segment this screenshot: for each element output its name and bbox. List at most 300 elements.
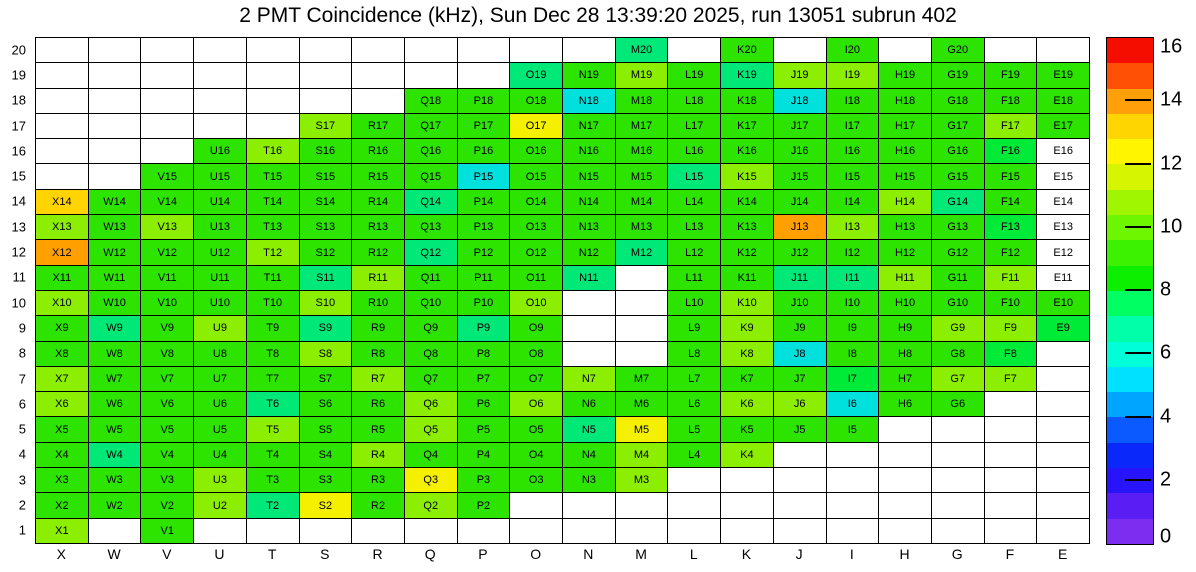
empty-cell: [616, 342, 669, 367]
cell-K13: K13: [721, 215, 774, 240]
cell-O14: O14: [510, 190, 563, 215]
cell-E9: E9: [1037, 316, 1090, 341]
cell-O12: O12: [510, 240, 563, 265]
cell-K6: K6: [721, 392, 774, 417]
cell-V8: V8: [141, 342, 194, 367]
empty-cell: [405, 519, 458, 544]
empty-cell: [510, 519, 563, 544]
colorbar-tick-labels: [1160, 35, 1196, 548]
cell-V3: V3: [141, 468, 194, 493]
cell-O10: O10: [510, 291, 563, 316]
cell-O17: O17: [510, 114, 563, 139]
colorbar-label-14: 14: [1160, 88, 1183, 111]
cell-F10: F10: [985, 291, 1038, 316]
cell-R8: R8: [352, 342, 405, 367]
cell-H8: H8: [879, 342, 932, 367]
cell-I10: I10: [827, 291, 880, 316]
cell-T2: T2: [247, 493, 300, 518]
cell-J16: J16: [774, 139, 827, 164]
cell-V2: V2: [141, 493, 194, 518]
cell-G15: G15: [932, 164, 985, 189]
col-label-N: N: [583, 546, 594, 562]
cell-E18: E18: [1037, 89, 1090, 114]
cell-F7: F7: [985, 367, 1038, 392]
empty-cell: [300, 89, 353, 114]
cell-M13: M13: [616, 215, 669, 240]
cell-S17: S17: [300, 114, 353, 139]
cell-L5: L5: [668, 417, 721, 442]
cell-H10: H10: [879, 291, 932, 316]
colorbar-band: [1107, 114, 1153, 139]
colorbar-band: [1107, 519, 1153, 544]
empty-cell: [89, 89, 142, 114]
cell-I8: I8: [827, 342, 880, 367]
empty-cell: [300, 63, 353, 88]
empty-cell: [352, 63, 405, 88]
cell-K5: K5: [721, 417, 774, 442]
cell-H12: H12: [879, 240, 932, 265]
colorbar-label-2: 2: [1160, 468, 1172, 491]
cell-S4: S4: [300, 443, 353, 468]
cell-W12: W12: [89, 240, 142, 265]
empty-cell: [985, 443, 1038, 468]
col-label-E: E: [1057, 546, 1068, 562]
col-label-L: L: [689, 546, 698, 562]
empty-cell: [247, 519, 300, 544]
cell-J19: J19: [774, 63, 827, 88]
cell-I16: I16: [827, 139, 880, 164]
empty-cell: [563, 519, 616, 544]
empty-cell: [247, 38, 300, 63]
colorbar-band: [1107, 316, 1153, 341]
cell-W14: W14: [89, 190, 142, 215]
cell-U8: U8: [194, 342, 247, 367]
cell-P4: P4: [458, 443, 511, 468]
row-label-13: 13: [11, 219, 26, 235]
cell-F17: F17: [985, 114, 1038, 139]
cell-P12: P12: [458, 240, 511, 265]
empty-cell: [89, 139, 142, 164]
cell-P10: P10: [458, 291, 511, 316]
cell-M12: M12: [616, 240, 669, 265]
cell-T9: T9: [247, 316, 300, 341]
cell-L16: L16: [668, 139, 721, 164]
row-label-3: 3: [18, 472, 26, 488]
cell-W9: W9: [89, 316, 142, 341]
cell-L6: L6: [668, 392, 721, 417]
colorbar-band: [1107, 63, 1153, 88]
empty-cell: [36, 63, 89, 88]
row-label-20: 20: [11, 42, 26, 58]
cell-W11: W11: [89, 266, 142, 291]
cell-U15: U15: [194, 164, 247, 189]
cell-U13: U13: [194, 215, 247, 240]
colorbar-label-10: 10: [1160, 215, 1183, 238]
cell-I5: I5: [827, 417, 880, 442]
empty-cell: [1037, 367, 1090, 392]
colorbar-band: [1107, 164, 1153, 189]
cell-S6: S6: [300, 392, 353, 417]
cell-T16: T16: [247, 139, 300, 164]
cell-T11: T11: [247, 266, 300, 291]
empty-cell: [616, 316, 669, 341]
empty-cell: [36, 89, 89, 114]
cell-P3: P3: [458, 468, 511, 493]
cell-R2: R2: [352, 493, 405, 518]
cell-Q8: Q8: [405, 342, 458, 367]
cell-Q6: Q6: [405, 392, 458, 417]
cell-F14: F14: [985, 190, 1038, 215]
cell-I13: I13: [827, 215, 880, 240]
empty-cell: [932, 417, 985, 442]
cell-J6: J6: [774, 392, 827, 417]
heatmap-grid: [35, 37, 1090, 544]
cell-I7: I7: [827, 367, 880, 392]
cell-U10: U10: [194, 291, 247, 316]
cell-J14: J14: [774, 190, 827, 215]
cell-L15: L15: [668, 164, 721, 189]
cell-U5: U5: [194, 417, 247, 442]
cell-P15: P15: [458, 164, 511, 189]
empty-cell: [827, 443, 880, 468]
colorbar-band: [1107, 291, 1153, 316]
row-label-18: 18: [11, 92, 26, 108]
empty-cell: [89, 519, 142, 544]
cell-O6: O6: [510, 392, 563, 417]
cell-V15: V15: [141, 164, 194, 189]
empty-cell: [932, 443, 985, 468]
empty-cell: [721, 468, 774, 493]
empty-cell: [1037, 392, 1090, 417]
cell-E19: E19: [1037, 63, 1090, 88]
empty-cell: [141, 63, 194, 88]
row-label-15: 15: [11, 168, 26, 184]
empty-cell: [616, 519, 669, 544]
cell-M17: M17: [616, 114, 669, 139]
empty-cell: [36, 164, 89, 189]
cell-V4: V4: [141, 443, 194, 468]
empty-cell: [352, 38, 405, 63]
cell-Q14: Q14: [405, 190, 458, 215]
col-label-R: R: [372, 546, 383, 562]
empty-cell: [194, 38, 247, 63]
cell-I9: I9: [827, 316, 880, 341]
empty-cell: [141, 89, 194, 114]
cell-I17: I17: [827, 114, 880, 139]
empty-cell: [985, 519, 1038, 544]
cell-M15: M15: [616, 164, 669, 189]
cell-S7: S7: [300, 367, 353, 392]
empty-cell: [1037, 468, 1090, 493]
col-label-J: J: [795, 546, 803, 562]
empty-cell: [879, 468, 932, 493]
cell-G11: G11: [932, 266, 985, 291]
empty-cell: [405, 63, 458, 88]
col-label-F: F: [1005, 546, 1015, 562]
cell-R4: R4: [352, 443, 405, 468]
cell-K14: K14: [721, 190, 774, 215]
empty-cell: [141, 139, 194, 164]
cell-M7: M7: [616, 367, 669, 392]
cell-E16: E16: [1037, 139, 1090, 164]
cell-V13: V13: [141, 215, 194, 240]
cell-O13: O13: [510, 215, 563, 240]
row-label-2: 2: [18, 497, 26, 513]
cell-V5: V5: [141, 417, 194, 442]
empty-cell: [774, 493, 827, 518]
cell-G18: G18: [932, 89, 985, 114]
cell-K12: K12: [721, 240, 774, 265]
cell-S11: S11: [300, 266, 353, 291]
empty-cell: [300, 519, 353, 544]
cell-T10: T10: [247, 291, 300, 316]
empty-cell: [194, 63, 247, 88]
cell-M16: M16: [616, 139, 669, 164]
cell-O11: O11: [510, 266, 563, 291]
cell-L8: L8: [668, 342, 721, 367]
cell-F11: F11: [985, 266, 1038, 291]
colorbar-band: [1107, 392, 1153, 417]
cell-I20: I20: [827, 38, 880, 63]
empty-cell: [879, 519, 932, 544]
cell-S14: S14: [300, 190, 353, 215]
empty-cell: [1037, 38, 1090, 63]
cell-I11: I11: [827, 266, 880, 291]
cell-R13: R13: [352, 215, 405, 240]
cell-I12: I12: [827, 240, 880, 265]
cell-Q5: Q5: [405, 417, 458, 442]
empty-cell: [1037, 519, 1090, 544]
cell-T5: T5: [247, 417, 300, 442]
cell-G17: G17: [932, 114, 985, 139]
empty-cell: [1037, 493, 1090, 518]
col-label-Q: Q: [424, 546, 436, 562]
cell-G19: G19: [932, 63, 985, 88]
cell-W6: W6: [89, 392, 142, 417]
cell-H7: H7: [879, 367, 932, 392]
cell-L7: L7: [668, 367, 721, 392]
empty-cell: [563, 316, 616, 341]
cell-P14: P14: [458, 190, 511, 215]
colorbar-band: [1107, 443, 1153, 468]
cell-U14: U14: [194, 190, 247, 215]
cell-T15: T15: [247, 164, 300, 189]
colorbar-label-8: 8: [1160, 278, 1172, 301]
cell-F16: F16: [985, 139, 1038, 164]
cell-M19: M19: [616, 63, 669, 88]
cell-O8: O8: [510, 342, 563, 367]
cell-G6: G6: [932, 392, 985, 417]
empty-cell: [668, 519, 721, 544]
cell-M6: M6: [616, 392, 669, 417]
colorbar-label-16: 16: [1160, 35, 1183, 58]
cell-L4: L4: [668, 443, 721, 468]
empty-cell: [668, 38, 721, 63]
cell-E10: E10: [1037, 291, 1090, 316]
cell-O15: O15: [510, 164, 563, 189]
cell-G20: G20: [932, 38, 985, 63]
cell-N7: N7: [563, 367, 616, 392]
cell-Q9: Q9: [405, 316, 458, 341]
col-label-O: O: [530, 546, 542, 562]
cell-N3: N3: [563, 468, 616, 493]
cell-F18: F18: [985, 89, 1038, 114]
empty-cell: [932, 468, 985, 493]
cell-I14: I14: [827, 190, 880, 215]
cell-E12: E12: [1037, 240, 1090, 265]
row-label-5: 5: [18, 421, 26, 437]
row-label-9: 9: [18, 320, 26, 336]
empty-cell: [36, 38, 89, 63]
cell-N4: N4: [563, 443, 616, 468]
cell-F8: F8: [985, 342, 1038, 367]
cell-X11: X11: [36, 266, 89, 291]
cell-F13: F13: [985, 215, 1038, 240]
cell-X2: X2: [36, 493, 89, 518]
empty-cell: [89, 164, 142, 189]
cell-V9: V9: [141, 316, 194, 341]
cell-R5: R5: [352, 417, 405, 442]
cell-W5: W5: [89, 417, 142, 442]
cell-N18: N18: [563, 89, 616, 114]
cell-M14: M14: [616, 190, 669, 215]
empty-cell: [774, 443, 827, 468]
empty-cell: [721, 493, 774, 518]
cell-N16: N16: [563, 139, 616, 164]
cell-G13: G13: [932, 215, 985, 240]
cell-W2: W2: [89, 493, 142, 518]
cell-T4: T4: [247, 443, 300, 468]
cell-T12: T12: [247, 240, 300, 265]
empty-cell: [141, 114, 194, 139]
empty-cell: [352, 89, 405, 114]
row-label-10: 10: [11, 295, 26, 311]
cell-W13: W13: [89, 215, 142, 240]
cell-F19: F19: [985, 63, 1038, 88]
cell-X1: X1: [36, 519, 89, 544]
cell-H13: H13: [879, 215, 932, 240]
empty-cell: [458, 519, 511, 544]
cell-T6: T6: [247, 392, 300, 417]
cell-P11: P11: [458, 266, 511, 291]
colorbar-band: [1107, 367, 1153, 392]
colorbar-band: [1107, 38, 1153, 63]
cell-S8: S8: [300, 342, 353, 367]
cell-K17: K17: [721, 114, 774, 139]
cell-G9: G9: [932, 316, 985, 341]
empty-cell: [563, 38, 616, 63]
cell-K4: K4: [721, 443, 774, 468]
col-label-P: P: [478, 546, 488, 562]
cell-L9: L9: [668, 316, 721, 341]
cell-S9: S9: [300, 316, 353, 341]
cell-N6: N6: [563, 392, 616, 417]
cell-V10: V10: [141, 291, 194, 316]
row-label-14: 14: [11, 193, 26, 209]
cell-S15: S15: [300, 164, 353, 189]
cell-Q3: Q3: [405, 468, 458, 493]
colorbar-band: [1107, 240, 1153, 265]
empty-cell: [827, 468, 880, 493]
cell-N13: N13: [563, 215, 616, 240]
cell-O9: O9: [510, 316, 563, 341]
cell-X4: X4: [36, 443, 89, 468]
x-axis-column-labels: [35, 546, 1089, 566]
cell-T7: T7: [247, 367, 300, 392]
cell-N19: N19: [563, 63, 616, 88]
empty-cell: [300, 38, 353, 63]
cell-R14: R14: [352, 190, 405, 215]
cell-J12: J12: [774, 240, 827, 265]
colorbar-label-12: 12: [1160, 152, 1183, 174]
empty-cell: [510, 38, 563, 63]
empty-cell: [563, 291, 616, 316]
colorbar-band: [1107, 266, 1153, 291]
cell-Q18: Q18: [405, 89, 458, 114]
empty-cell: [1037, 443, 1090, 468]
cell-K9: K9: [721, 316, 774, 341]
cell-E15: E15: [1037, 164, 1090, 189]
empty-cell: [616, 493, 669, 518]
cell-H11: H11: [879, 266, 932, 291]
cell-P2: P2: [458, 493, 511, 518]
empty-cell: [932, 519, 985, 544]
cell-N12: N12: [563, 240, 616, 265]
cell-W10: W10: [89, 291, 142, 316]
empty-cell: [721, 519, 774, 544]
cell-H9: H9: [879, 316, 932, 341]
colorbar-label-6: 6: [1160, 341, 1172, 364]
cell-R16: R16: [352, 139, 405, 164]
cell-J17: J17: [774, 114, 827, 139]
row-label-6: 6: [18, 396, 26, 412]
cell-X8: X8: [36, 342, 89, 367]
cell-R6: R6: [352, 392, 405, 417]
cell-R17: R17: [352, 114, 405, 139]
col-label-V: V: [162, 546, 172, 562]
cell-V1: V1: [141, 519, 194, 544]
col-label-H: H: [899, 546, 910, 562]
cell-X13: X13: [36, 215, 89, 240]
col-label-T: T: [267, 546, 277, 562]
cell-N15: N15: [563, 164, 616, 189]
cell-L17: L17: [668, 114, 721, 139]
cell-O4: O4: [510, 443, 563, 468]
cell-J10: J10: [774, 291, 827, 316]
col-label-M: M: [635, 546, 647, 562]
row-label-16: 16: [11, 143, 26, 159]
cell-K10: K10: [721, 291, 774, 316]
empty-cell: [510, 493, 563, 518]
cell-Q17: Q17: [405, 114, 458, 139]
cell-L10: L10: [668, 291, 721, 316]
cell-L19: L19: [668, 63, 721, 88]
cell-K18: K18: [721, 89, 774, 114]
cell-R12: R12: [352, 240, 405, 265]
cell-X12: X12: [36, 240, 89, 265]
cell-I19: I19: [827, 63, 880, 88]
empty-cell: [774, 519, 827, 544]
cell-H19: H19: [879, 63, 932, 88]
cell-S16: S16: [300, 139, 353, 164]
cell-S13: S13: [300, 215, 353, 240]
cell-F12: F12: [985, 240, 1038, 265]
cell-L13: L13: [668, 215, 721, 240]
cell-K7: K7: [721, 367, 774, 392]
cell-T8: T8: [247, 342, 300, 367]
empty-cell: [932, 493, 985, 518]
cell-E17: E17: [1037, 114, 1090, 139]
